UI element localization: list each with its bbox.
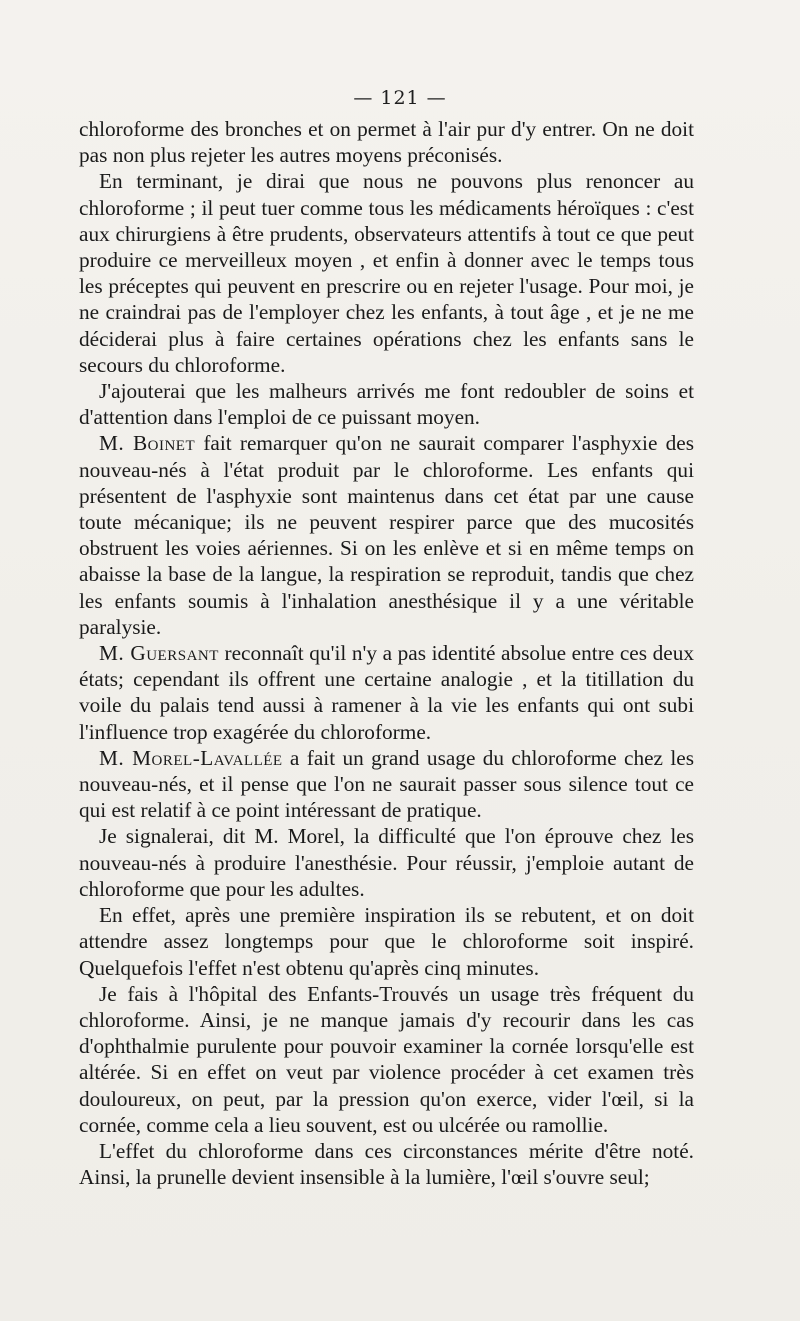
paragraph-text: fait remarquer qu'on ne saurait comparer l'asphyxie des nouveau-nés à l'état produit par le chloroforme. Les enfants qui présentent de l'asphyxie sont maintenus dans cet état par une cause toute mécanique; ils ne peuvent respirer parce que des mucosités obstruent les voies aériennes. Si on les enlève et si en même temps on abaisse la base de la langue, la respiration se reproduit, tandis que chez les enfants soumis à l'inhalation anesthésique il y a une véritable paralysie. xyxy=(79,431,694,639)
paragraph: En effet, après une première inspiration ils se rebutent, et on doit attendre assez longtemps pour que le chloroforme soit inspiré. Quelquefois l'effet n'est obtenu qu'après cinq minutes. xyxy=(79,903,694,980)
paragraph: J'ajouterai que les malheurs arrivés me font redoubler de soins et d'attention dans l'emploi de ce puissant moyen. xyxy=(79,379,694,430)
paragraph: L'effet du chloroforme dans ces circonstances mérite d'être noté. Ainsi, la prunelle devient insensible à la lumière, l'œil s'ouvre seul; xyxy=(79,1138,694,1190)
paragraph-text: a fait un grand usage du chloroforme chez les nouveau-nés, et il pense que l'on ne saurait passer sous silence tout ce qui est relatif à ce point intéressant de pratique. xyxy=(79,745,694,823)
speaker-name: M. Morel-Lavallée xyxy=(99,745,283,770)
page-number: — 121 — xyxy=(353,87,447,109)
body-text xyxy=(79,116,694,1190)
speaker-name: M. Boinet xyxy=(99,431,196,456)
paragraph xyxy=(79,640,694,745)
paragraph: Je signalerai, dit M. Morel, la difficulté que l'on éprouve chez les nouveau-nés à produire l'anesthésie. Pour réussir, j'emploie autant de chloroforme que pour les adultes. xyxy=(79,824,694,901)
paragraph-text: reconnaît qu'il n'y a pas identité absolue entre ces deux états; cependant ils offrent une certaine analogie , et la titillation du voile du palais tend aussi à ramener à la vie les enfants qui ont subi l'influence trop exagérée du chloroforme. xyxy=(79,641,694,744)
paragraph xyxy=(79,430,694,640)
paragraph xyxy=(79,745,694,824)
paragraph: Je fais à l'hôpital des Enfants-Trouvés un usage très fréquent du chloroforme. Ainsi, je ne manque jamais d'y recourir dans les cas d'ophthalmie purulente pour pouvoir examiner la cornée lorsqu'elle est altérée. Si en effet on veut par violence procéder à cet examen très douloureux, on peut, par la pression qu'on exerce, vider l'œil, si la cornée, comme cela a lieu souvent, est ou ulcérée ou ramollie. xyxy=(79,981,694,1137)
paragraph: chloroforme des bronches et on permet à l'air pur d'y entrer. On ne doit pas non plus rejeter les autres moyens préconisés. xyxy=(79,117,694,168)
paragraph: En terminant, je dirai que nous ne pouvons plus renoncer au chloroforme ; il peut tuer comme tous les médicaments héroïques : c'est aux chirurgiens à être prudents, observateurs attentifs à tout ce que peut produire ce merveilleux moyen , et enfin à donner avec le temps tous les préceptes qui peuvent en prescrire ou en rejeter l'usage. Pour moi, je ne craindrai pas de l'employer chez les enfants, à tout âge , et je ne me déciderai plus à faire certaines opérations chez les enfants sans le secours du chloroforme. xyxy=(79,169,694,377)
speaker-name: M. Guersant xyxy=(99,641,219,666)
